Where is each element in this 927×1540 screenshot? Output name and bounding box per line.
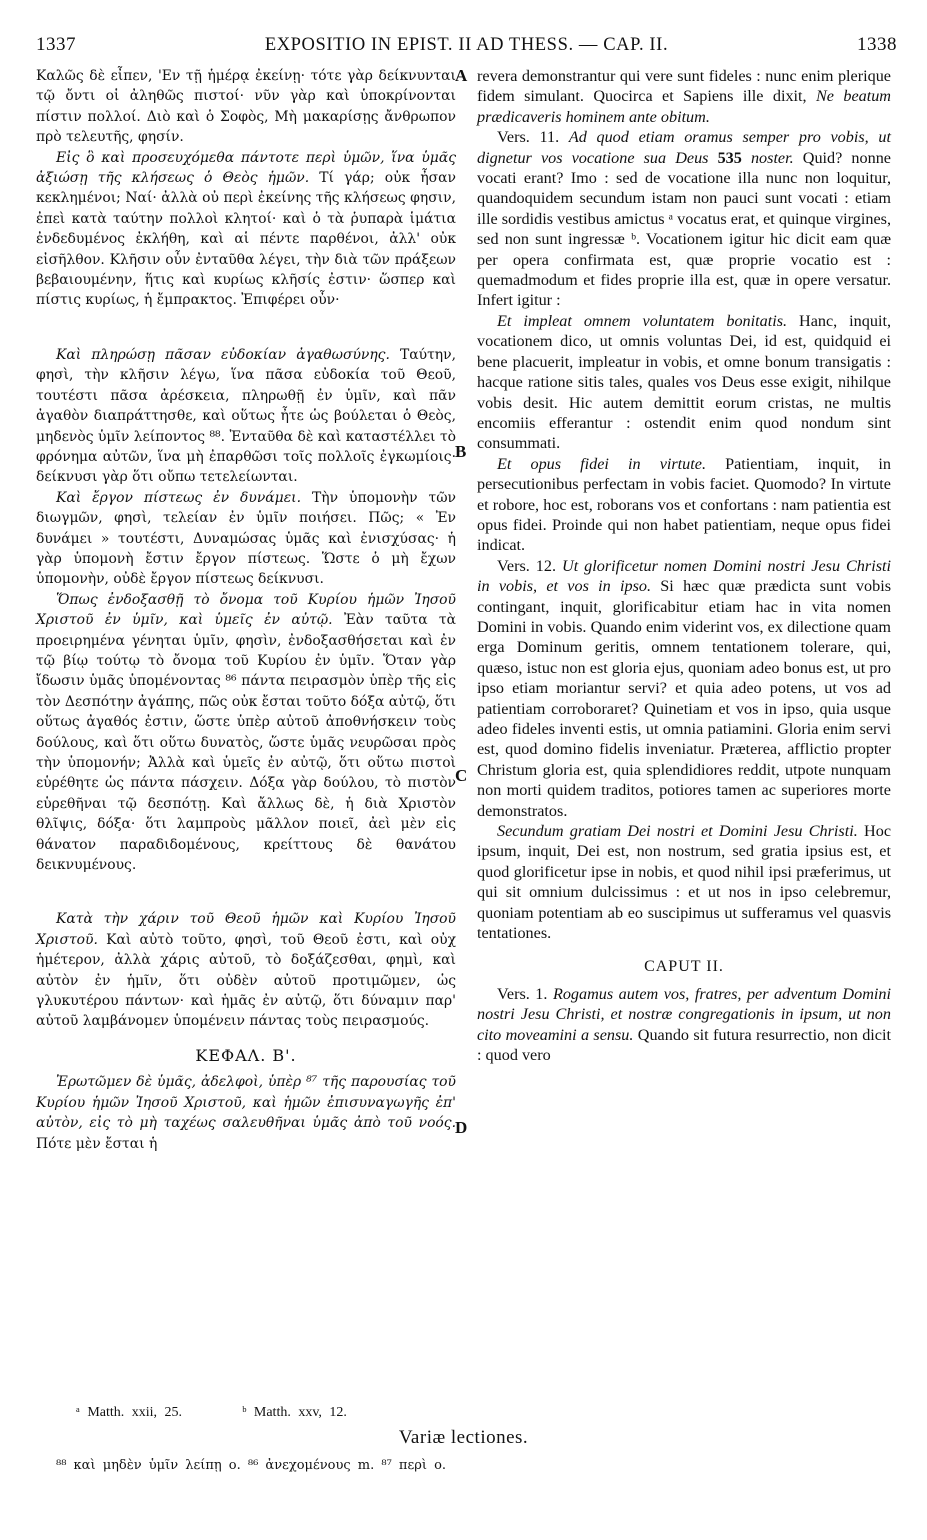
latin-lemma: Secundum gratiam Dei nostri et Domini Jesu Christi. <box>497 822 858 841</box>
greek-lemma: Εἰς ὃ καὶ προσευχόμεθα πάντοτε περὶ ὑμῶν, ἵνα ὑμᾶς ἀξιώσῃ τῆς κλήσεως ὁ Θεὸς ἡμῶν. <box>36 149 456 187</box>
latin-paragraph <box>477 821 891 943</box>
greek-paragraph <box>36 488 456 590</box>
latin-paragraph <box>477 127 891 311</box>
footnote-a: ᵃ Matth. xxii, 25. <box>76 1405 183 1420</box>
latin-paragraph <box>477 556 891 821</box>
greek-lemma: Κατὰ τὴν χάριν τοῦ Θεοῦ ἡμῶν καὶ Κυρίου Ἰησοῦ Χριστοῦ. <box>36 911 456 948</box>
margin-letter-b: B <box>455 442 467 461</box>
greek-paragraph <box>36 909 456 1031</box>
greek-lemma: Καὶ ἔργον πίστεως ἐν δυνάμει. <box>56 489 302 506</box>
latin-chapter-heading: CAPUT II. <box>644 958 724 976</box>
latin-text: Si hæc quæ prædicta sunt vobis contingant, inquit, glorificabitur etiam hac in vita nomen Domini in vobis. Quando enim viderint vos, ex dilectione quam erga Dominum geritis, omnem tentationem tolerare, qui, quæso, istuc non est gloria ejus, quoniam adeo bonus est, ut pro ipso etiam moriantur servi? et quia adeo potens, ut vos ad patientiam corroboraret? Quinetiam et vos in ipso, quia usque adeo fideles inventi estis, ut omnia patiamini. Gloria enim servi est, quod domino fidelis inveniatur. Præterea, afflictio propter Christum gloria est, quia splendidiores reddit, utpote nunquam non morti quidem traditos, potiores tamen ac superiores morte demonstratos. <box>477 577 891 820</box>
right-page-number: 1338 <box>856 34 897 55</box>
running-title: EXPOSITIO IN EPIST. II AD THESS. — CAP. II. <box>264 35 669 55</box>
left-page-number: 1337 <box>36 34 76 55</box>
margin-letter-d: D <box>455 1118 468 1137</box>
greek-paragraph: Καλῶς δὲ εἶπεν, 'Εν τῇ ἡμέρᾳ ἐκείνῃ· τότε γὰρ δείκνυνται τῷ ὄντι οἱ ἀληθῶς πιστοί· νῦν γὰρ καὶ ὑποκρίνονται πίστιν πολλοί. Διὸ καὶ ὁ Σοφὸς, Μὴ μακαρίσῃς ἄνθρωπον πρὸ τελευτῆς, φησίν. <box>36 68 456 146</box>
greek-lemma: Ὅπως ἐνδοξασθῇ τὸ ὄνομα τοῦ Κυρίου ἡμῶν Ἰησοῦ Χριστοῦ ἐν ὑμῖν, καὶ ὑμεῖς ἐν αὐτῷ. <box>36 591 456 629</box>
latin-paragraph <box>477 454 891 556</box>
latin-text: revera demonstrantur qui vere sunt fideles : nunc enim plerique fidem simulant. Quocirca et Sapiens ille dixit, <box>477 67 891 106</box>
latin-paragraph <box>477 984 891 1066</box>
latin-paragraph <box>477 66 891 127</box>
greek-paragraph <box>36 1072 456 1154</box>
greek-lemma: Καὶ πληρώσῃ πᾶσαν εὐδοκίαν ἀγαθωσύνης. <box>56 346 390 363</box>
margin-letter-a: A <box>455 66 468 85</box>
latin-lemma: Rogamus autem vos, fratres, per adventum Domini nostri Jesu Christi, et nostræ congregationis in ipsum, ut non cito moveamini a sensu. <box>477 984 891 1044</box>
latin-text: Hoc ipsum, inquit, Dei est, non nostrum, sed gratia ipsius est, et quod glorificetur ipse in nobis, et quod nihil ipsi præferimus, ut qui sit omnium dulcissimus : et ut nos in ipso celebremur, quoniam potentiam ab eo suscipimus ut sufferamus vel quasvis tentationes. <box>477 822 892 943</box>
latin-paragraph <box>477 311 891 454</box>
greek-chapter-heading: ΚΕΦΑΛ. Β'. <box>195 1045 297 1065</box>
latin-text: Quid? nonne vocati erant? Imo : sed de vocatione illa nunc non loquitur, quandoquidem secundum istam non pauci sunt vocati : etiam ille sordidis vestibus amictus ᵃ vocatus erat, et quinque virgines, sed non sunt ingressæ ᵇ. Vocationem igitur hic dicit eam quæ per opera confirmata est, quæ proprie vocatio est : quemadmodum et fides proprie illa est, quæ in opere versatur. Infert igitur : <box>477 148 891 310</box>
column-number: 535 <box>717 148 742 167</box>
latin-lemma: Et impleat omnem voluntatem bonitatis. <box>497 311 788 330</box>
latin-text: Quando sit futura resurrectio, non dicit : quod vero <box>477 1025 891 1065</box>
verse-label: Vers. 1. <box>497 984 553 1003</box>
running-header <box>36 34 897 64</box>
margin-letter-c: C <box>455 766 468 785</box>
greek-text: Καὶ αὐτὸ τοῦτο, φησὶ, τοῦ Θεοῦ ἐστι, καὶ οὐχ ἡμέτερον, ἀλλὰ χάρις αὐτοῦ, τὸ δοξάζεσθαι, φημὶ, καὶ αὐτὸν ἐν ἡμῖν, ὅτι οὐδὲν αὐτοῦ προτιμῶμεν, ὡς γλυκυτέρου πάντων· καὶ ἡμᾶς ἐν αὐτῷ, ὅτι δύναμιν παρ' αὐτοῦ λαμβάνομεν ὑπομένειν πάντας τοὺς πειρασμούς. <box>36 931 456 1030</box>
latin-lemma: Ut glorificetur nomen Domini nostri Jesu Christi in vobis, et vos in ipso. <box>477 556 891 596</box>
latin-lemma: Et opus fidei in virtute. <box>497 454 707 473</box>
latin-text: Patientiam, inquit, in persecutionibus perfectam in vobis faciet. Quomodo? In virtute et robore, hoc est, roborans vos et confortans : nam patientia est opus fidei. Proinde qui non habet patientiam, neque opus fidei indicat. <box>477 454 891 555</box>
greek-column <box>36 66 456 1154</box>
greek-text: Τί γάρ; οὐκ ἦσαν κεκλημένοι; Ναί· ἀλλὰ οὐ περὶ ἐκείνης τῆς κλήσεως φησιν, ἐπεὶ κατὰ ταύτην πολλοὶ κλητοί· καὶ ὁ τὰ ῥυπαρὰ ἱμάτια ἐνδεδυμένος ἐκλήθη, καὶ αἱ πέντε παρθένοι, ἀλλ' οὐκ εἰσῆλθον. Κλῆσιν οὖν ἐνταῦθα λέγει, τὴν διὰ τῶν πράξεων βεβαιουμένην, ἥτις καὶ κυρίως κλῆσίς ἐστιν· ὥσπερ καὶ πίστις κυρίως, ἡ ἔμπρακτος. Ἐπιφέρει οὖν· <box>36 170 456 309</box>
margin-letters <box>455 64 477 1214</box>
latin-lemma-end: noster. <box>741 148 794 167</box>
latin-text: Hanc, inquit, vocationem dico, ut omnis voluntas Dei, id est, quidquid ei bene placuerit, impleatur in vobis, et omne bonum transigatis : hacque ratione sitis tales, quales vos Deus esse exigit, nihilque vobis desit. Hic autem demittit eorum cristas, ne multis encomiis efferantur : ostendit enim quod nondum sint consummati. <box>477 311 891 453</box>
latin-column <box>477 66 891 1066</box>
greek-text: Ἐὰν ταῦτα τὰ προειρημένα γένηται ὑμῖν, φησὶν, ἐνδοξασθήσεται καὶ ἐν τῷ βίῳ τούτῳ τὸ ὄνομα τοῦ Κυρίου ἐν ὑμῖν. Ὅταν γὰρ ἴδωσιν ὑμᾶς ὑπομένοντας ⁸⁶ πάντα πειρασμὸν ὑπὲρ τῆς εἰς τὸν Δεσπότην ἀγάπης, πῶς οὐκ ἔσται τοῦτο δόξα αὐτῷ, ὅτι οὕτως ἀγαθός ἐστιν, ὥστε ὑπὲρ αὐτοῦ ἀποθνήσκειν τοὺς δούλους, καὶ ὅτι οὕτω δυνατὸς, ὥστε ὑμᾶς νευρῶσαι πρὸς τὴν ὑπομονήν; Ἀλλὰ καὶ ὑμεῖς ἐν αὐτῷ, ὅτι οὕτω πιστοὶ εὑρέθητε ὡς πάντα πάσχειν. Δόξα γὰρ δούλου, τὸ πιστὸν εὑρεθῆναι τῷ δεσπότῃ. Καὶ ἄλλως δὲ, ἡ διὰ Χριστὸν θλῖψις, δόξα· ὅτι λαμπροὺς μᾶλλον ποιεῖ, ἀεὶ μὲν εἰς θάνατον παραδιδομένους, κρείττους δὲ θανάτου δεικνυμένους. <box>36 612 457 874</box>
greek-lemma: Ἐρωτῶμεν δὲ ὑμᾶς, ἀδελφοὶ, ὑπὲρ ⁸⁷ τῆς παρουσίας τοῦ Κυρίου ἡμῶν Ἰησοῦ Χριστοῦ, καὶ ἡμῶν ἐπισυναγωγῆς ἐπ' αὐτὸν, εἰς τὸ μὴ ταχέως σαλευθῆναι ὑμᾶς ἀπὸ τοῦ νοός. <box>36 1074 456 1132</box>
variant-readings-title: Variæ lectiones. <box>398 1427 529 1448</box>
greek-text: Ταύτην, φησὶ, τὴν κλῆσιν λέγω, ἵνα πᾶσα εὐδοκία τοῦ Θεοῦ, τουτέστι πᾶσα ἀρέσκεια, πληρωθῇ ἐν ὑμῖν, καὶ πᾶν ἀγαθὸν διαπράττησθε, καὶ οὕτως ἦτε ὡς βούλεται ὁ Θεὸς, μηδενὸς ὑμῖν λείποντος ⁸⁸. Ἐνταῦθα δὲ καὶ καταστέλλει τὸ φρόνημα αὐτῶν, ἵνα μὴ ἐπαρθῶσι τοῖς πολλοῖς ἐγκωμίοις· δείκνυσι γὰρ ὅτι οὔπω τετελείωνται. <box>36 346 456 486</box>
variant-readings: ⁸⁸ καὶ μηδὲν ὑμῖν λείπῃ ο. ⁸⁶ ἀνεχομένους m. ⁸⁷ περὶ ο. <box>56 1458 447 1473</box>
verse-label: Vers. 12. <box>497 556 562 575</box>
footnotes <box>76 1405 347 1421</box>
greek-text: Πότε μὲν ἔσται ἡ <box>36 1135 158 1152</box>
greek-paragraph <box>36 590 456 876</box>
latin-lemma: Ne beatum prædicaveris hominem ante obitum. <box>477 87 891 126</box>
latin-lemma: Ad quod etiam oramus semper pro vobis, ut dignetur vos vocatione sua Deus <box>477 128 891 167</box>
verse-label: Vers. 11. <box>497 128 569 147</box>
greek-text: Τὴν ὑπομονὴν τῶν διωγμῶν, φησὶ, τελείαν ἐν ὑμῖν ποιήσει. Πῶς; « Ἐν δυνάμει » τουτέστι, Δυναμώσας ὑμᾶς καὶ ἐνισχύσας· ἡ γὰρ ὑπομονὴ ἔστιν ἔργον πίστεως. Ὥστε ὁ μὴ ἔχων ὑπομονὴν, οὐδὲ ἔργον πίστεως δείκνυσι. <box>36 489 456 588</box>
footnote-b: ᵇ Matth. xxv, 12. <box>242 1405 347 1420</box>
greek-paragraph <box>36 148 456 311</box>
greek-paragraph <box>36 345 456 488</box>
